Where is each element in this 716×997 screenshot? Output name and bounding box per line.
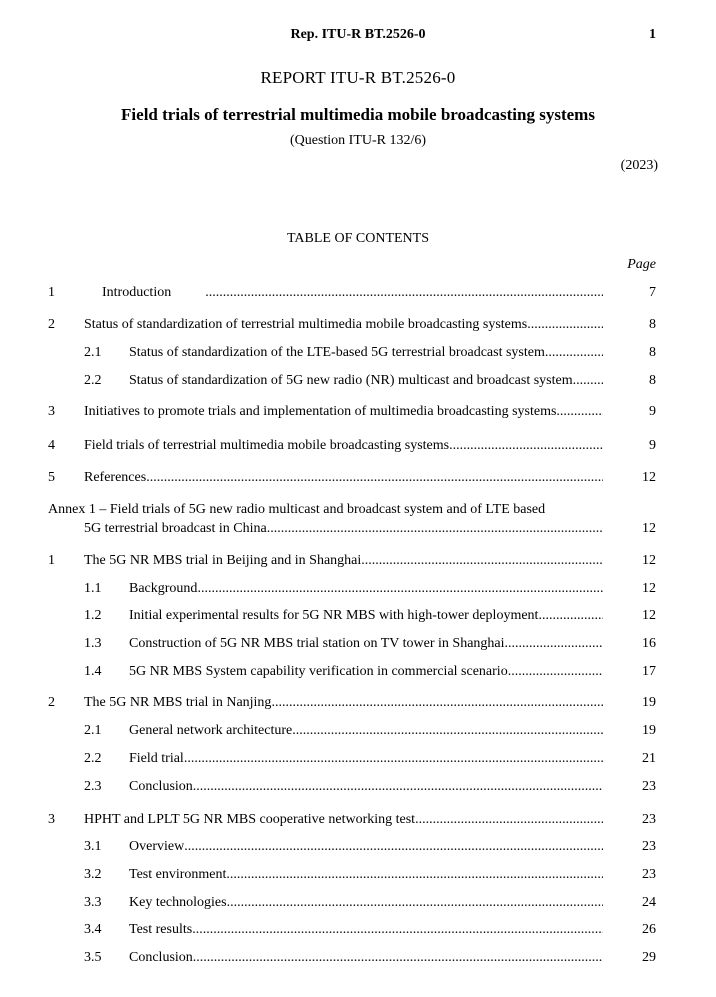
toc-entry-number: 1.2: [84, 608, 102, 623]
document-title: Field trials of terrestrial multimedia mobile broadcasting systems: [121, 105, 595, 124]
toc-leader-dots: [192, 922, 603, 938]
toc-entry-number: 4: [48, 438, 55, 453]
toc-entry-number: 2.1: [84, 723, 102, 738]
toc-leader-dots: [267, 521, 603, 537]
toc-entry-title: Field trials of terrestrial multimedia mobile broadcasting systems: [84, 438, 450, 453]
toc-entry-title: Overview: [129, 839, 185, 854]
toc-entry-title: Introduction: [102, 285, 172, 300]
toc-entry-number: 1.3: [84, 636, 102, 651]
toc-entry[interactable]: [0, 695, 716, 715]
toc-entry[interactable]: [0, 404, 716, 424]
toc-leader-dots: [361, 553, 603, 569]
toc-entry[interactable]: [0, 317, 716, 337]
toc-entry-page: 9: [649, 438, 656, 453]
toc-entry-page: 23: [642, 812, 656, 827]
toc-entry[interactable]: [0, 723, 716, 743]
toc-entry[interactable]: [0, 867, 716, 887]
toc-leader-dots: [184, 751, 603, 767]
toc-entry-title: General network architecture: [129, 723, 293, 738]
toc-entry-page: 12: [642, 470, 656, 485]
toc-entry-title: The 5G NR MBS trial in Nanjing: [84, 695, 272, 710]
toc-heading: TABLE OF CONTENTS: [287, 231, 429, 246]
toc-leader-dots: [527, 317, 603, 333]
toc-leader-dots: [205, 285, 603, 301]
toc-leader-dots: [193, 950, 603, 966]
toc-entry-title: Test environment: [129, 867, 227, 882]
toc-leader-dots: [193, 779, 603, 795]
toc-entry-title: Status of standardization of 5G new radio (NR) multicast and broadcast system: [129, 373, 573, 388]
toc-entry-title: The 5G NR MBS trial in Beijing and in Shanghai: [84, 553, 362, 568]
toc-entry[interactable]: [0, 521, 716, 541]
toc-leader-dots: [271, 695, 603, 711]
toc-entry-title: References: [84, 470, 147, 485]
toc-entry-page: 12: [642, 521, 656, 536]
toc-entry[interactable]: [0, 839, 716, 859]
toc-leader-dots: [146, 470, 603, 486]
toc-entry[interactable]: [0, 608, 716, 628]
toc-entry-number: 3: [48, 404, 55, 419]
toc-entry-page: 8: [649, 317, 656, 332]
toc-entry-title: Status of standardization of terrestrial multimedia mobile broadcasting systems: [84, 317, 528, 332]
toc-entry-number: 1: [48, 285, 55, 300]
toc-entry-number: 3: [48, 812, 55, 827]
toc-leader-dots: [415, 812, 603, 828]
toc-entry-page: 21: [642, 751, 656, 766]
toc-leader-dots: [538, 608, 603, 624]
toc-entry[interactable]: [0, 438, 716, 458]
toc-entry-page: 26: [642, 922, 656, 937]
report-identifier: REPORT ITU-R BT.2526-0: [260, 68, 456, 87]
toc-leader-dots: [508, 664, 603, 680]
toc-entry-number: 1.4: [84, 664, 102, 679]
toc-entry-title: Initiatives to promote trials and implementation of multimedia broadcasting systems: [84, 404, 557, 419]
toc-entry-page: 12: [642, 608, 656, 623]
toc-entry-number: 2.2: [84, 373, 102, 388]
toc-leader-dots: [292, 723, 603, 739]
toc-entry-number: 2.2: [84, 751, 102, 766]
toc-leader-dots: [573, 373, 603, 389]
toc-entry[interactable]: [0, 553, 716, 573]
toc-entry[interactable]: [0, 664, 716, 684]
toc-entry-page: 9: [649, 404, 656, 419]
toc-entry-number: 3.5: [84, 950, 102, 965]
toc-annex-title-line1[interactable]: Annex 1 – Field trials of 5G new radio multicast and broadcast system and of LTE based: [48, 502, 546, 517]
toc-leader-dots: [197, 581, 603, 597]
toc-entry-number: 2.1: [84, 345, 102, 360]
toc-entry-page: 23: [642, 779, 656, 794]
toc-page-column-label: Page: [627, 257, 656, 272]
publication-year: (2023): [620, 158, 658, 173]
toc-entry[interactable]: [0, 345, 716, 365]
toc-entry-number: 3.1: [84, 839, 102, 854]
toc-entry-page: 7: [649, 285, 656, 300]
toc-entry[interactable]: [0, 470, 716, 490]
toc-entry-title: Background: [129, 581, 198, 596]
toc-entry-page: 24: [642, 895, 656, 910]
toc-entry-number: 2: [48, 317, 55, 332]
toc-entry-page: 16: [642, 636, 656, 651]
toc-entry[interactable]: [0, 636, 716, 656]
toc-entry-number: 2: [48, 695, 55, 710]
toc-entry[interactable]: [0, 373, 716, 393]
toc-entry-title: Conclusion: [129, 779, 193, 794]
toc-entry[interactable]: [0, 812, 716, 832]
toc-entry-number: 5: [48, 470, 55, 485]
toc-entry-page: 23: [642, 839, 656, 854]
toc-entry-title: Status of standardization of the LTE-based 5G terrestrial broadcast system: [129, 345, 545, 360]
toc-entry[interactable]: [0, 895, 716, 915]
toc-entry[interactable]: [0, 751, 716, 771]
toc-entry-title: 5G NR MBS System capability verification in commercial scenario: [129, 664, 508, 679]
toc-leader-dots: [227, 895, 603, 911]
toc-entry-title: Field trial: [129, 751, 184, 766]
toc-entry-page: 29: [642, 950, 656, 965]
toc-entry-page: 17: [642, 664, 656, 679]
toc-entry-number: 1: [48, 553, 55, 568]
toc-entry-title: Conclusion: [129, 950, 193, 965]
toc-entry[interactable]: [0, 950, 716, 970]
toc-entry[interactable]: [0, 922, 716, 942]
toc-entry-number: 3.2: [84, 867, 102, 882]
toc-entry-page: 12: [642, 581, 656, 596]
toc-entry-number: 1.1: [84, 581, 102, 596]
toc-entry[interactable]: [0, 779, 716, 799]
toc-leader-dots: [545, 345, 603, 361]
toc-entry-number: 3.4: [84, 922, 102, 937]
toc-entry-page: 19: [642, 695, 656, 710]
toc-entry-number: 2.3: [84, 779, 102, 794]
toc-leader-dots: [449, 438, 603, 454]
toc-leader-dots: [505, 636, 603, 652]
question-reference: (Question ITU-R 132/6): [289, 133, 427, 148]
toc-entry-title: Key technologies: [129, 895, 227, 910]
toc-annex-title-line2: 5G terrestrial broadcast in China: [84, 521, 267, 536]
toc-leader-dots: [184, 839, 603, 855]
toc-entry-page: 8: [649, 345, 656, 360]
toc-entry-title: Construction of 5G NR MBS trial station on TV tower in Shanghai: [129, 636, 505, 651]
toc-entry-title: Test results: [129, 922, 193, 937]
toc-entry-title: Initial experimental results for 5G NR MBS with high-tower deployment: [129, 608, 539, 623]
toc-entry-number: 3.3: [84, 895, 102, 910]
toc-entry-page: 8: [649, 373, 656, 388]
toc-entry-page: 19: [642, 723, 656, 738]
toc-leader-dots: [226, 867, 603, 883]
toc-entry[interactable]: [0, 581, 716, 601]
toc-entry-page: 12: [642, 553, 656, 568]
toc-entry-title: HPHT and LPLT 5G NR MBS cooperative networking test: [84, 812, 416, 827]
running-header-title: Rep. ITU-R BT.2526-0: [290, 27, 426, 42]
toc-entry[interactable]: [0, 285, 716, 305]
toc-entry-page: 23: [642, 867, 656, 882]
running-header-page-number: 1: [649, 27, 656, 42]
toc-leader-dots: [556, 404, 603, 420]
